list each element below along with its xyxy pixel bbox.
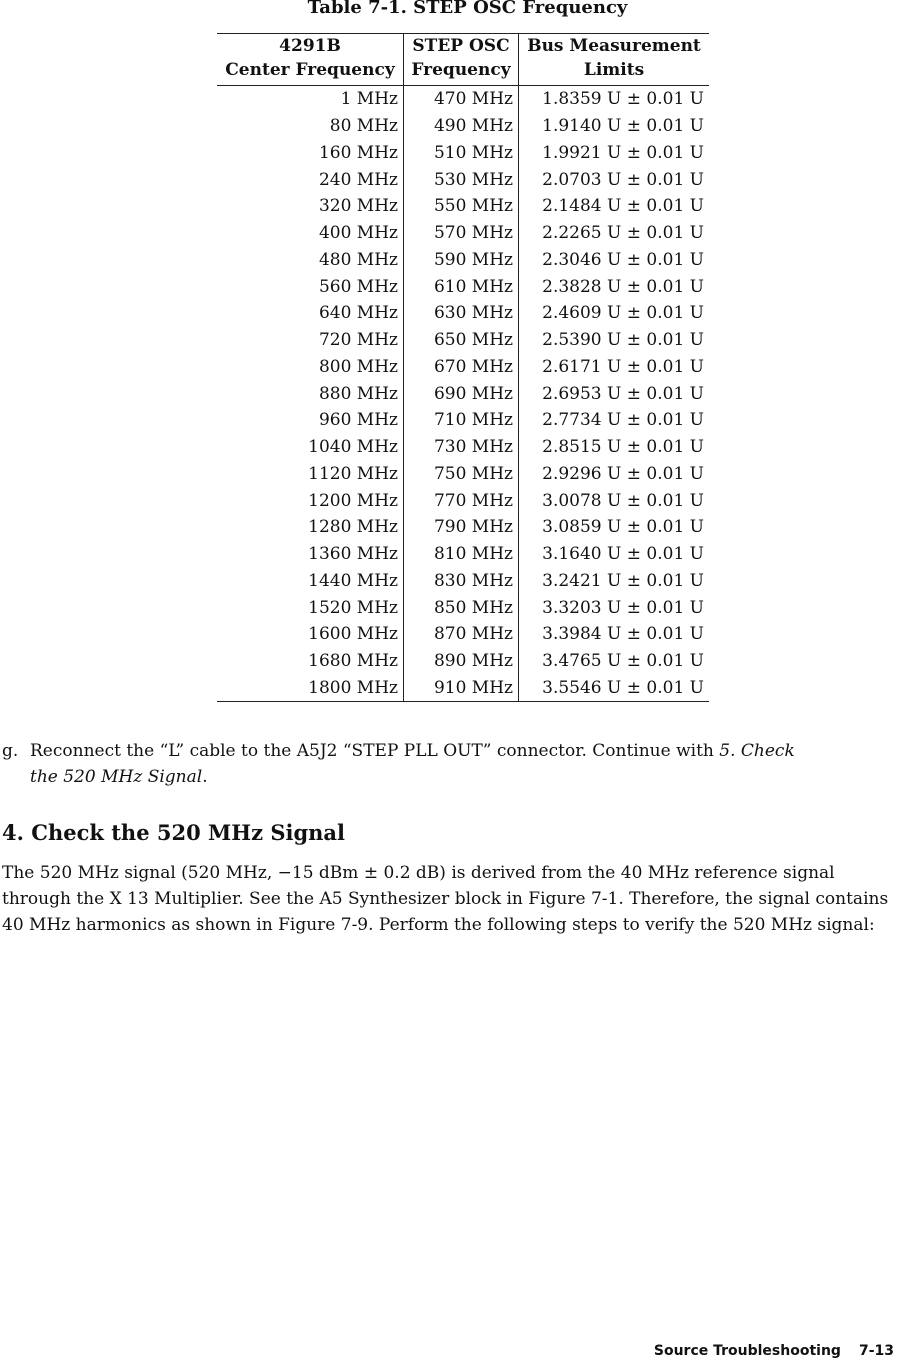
bus-limit-cell: 2.0703 U ± 0.01 U bbox=[542, 169, 704, 190]
center-frequency-cell: 1200 MHz bbox=[217, 487, 404, 514]
bus-limit-cell: 3.4765 U ± 0.01 U bbox=[542, 651, 704, 672]
step-osc-frequency-cell: 630 MHz bbox=[404, 300, 519, 327]
table-row bbox=[217, 193, 709, 220]
step-reference-part2: the 520 MHz Signal bbox=[30, 767, 203, 787]
header-line: Bus Measurement bbox=[527, 36, 701, 56]
center-frequency-cell: 1360 MHz bbox=[217, 541, 404, 568]
step-osc-frequency-cell: 710 MHz bbox=[404, 407, 519, 434]
header-line: Limits bbox=[583, 60, 645, 80]
center-frequency-cell: 400 MHz bbox=[217, 220, 404, 247]
header-line: 4291B bbox=[279, 36, 341, 56]
header-line: Frequency bbox=[411, 60, 511, 80]
header-bus-measurement-limits bbox=[519, 34, 710, 86]
step-osc-frequency-cell: 790 MHz bbox=[404, 514, 519, 541]
table-row bbox=[217, 675, 709, 702]
table-row bbox=[217, 407, 709, 434]
center-frequency-cell: 720 MHz bbox=[217, 327, 404, 354]
bus-limit-cell: 3.0859 U ± 0.01 U bbox=[542, 517, 704, 538]
center-frequency-cell: 880 MHz bbox=[217, 380, 404, 407]
table-title: Table 7-1. STEP OSC Frequency bbox=[307, 0, 628, 18]
bus-limit-cell: 3.1640 U ± 0.01 U bbox=[542, 544, 704, 565]
table-row bbox=[217, 140, 709, 167]
bus-limit-cell: 1.9921 U ± 0.01 U bbox=[542, 142, 704, 163]
step-reference-part1: 5. Check bbox=[719, 741, 795, 761]
step-osc-frequency-cell: 830 MHz bbox=[404, 568, 519, 595]
step-osc-frequency-cell: 730 MHz bbox=[404, 434, 519, 461]
step-osc-frequency-cell: 670 MHz bbox=[404, 354, 519, 381]
step-marker: g. bbox=[2, 741, 19, 761]
table-row bbox=[217, 541, 709, 568]
table-row bbox=[217, 514, 709, 541]
table-row bbox=[217, 594, 709, 621]
table-row bbox=[217, 86, 709, 113]
bus-limit-cell: 2.3046 U ± 0.01 U bbox=[542, 249, 704, 270]
bus-limit-cell: 2.8515 U ± 0.01 U bbox=[542, 437, 704, 458]
section-heading: 4. Check the 520 MHz Signal bbox=[2, 820, 346, 845]
bus-limit-cell: 2.5390 U ± 0.01 U bbox=[542, 330, 704, 351]
table-row bbox=[217, 327, 709, 354]
step-osc-frequency-cell: 590 MHz bbox=[404, 247, 519, 274]
center-frequency-cell: 1120 MHz bbox=[217, 461, 404, 488]
bus-limit-cell: 1.8359 U ± 0.01 U bbox=[542, 89, 704, 110]
center-frequency-cell: 480 MHz bbox=[217, 247, 404, 274]
table-row bbox=[217, 113, 709, 140]
center-frequency-cell: 1040 MHz bbox=[217, 434, 404, 461]
table-row bbox=[217, 487, 709, 514]
table-row bbox=[217, 568, 709, 595]
bus-limit-cell: 2.7734 U ± 0.01 U bbox=[542, 410, 704, 431]
bus-limit-cell: 2.4609 U ± 0.01 U bbox=[542, 303, 704, 324]
center-frequency-cell: 80 MHz bbox=[217, 113, 404, 140]
step-osc-frequency-cell: 510 MHz bbox=[404, 140, 519, 167]
step-osc-frequency-cell: 810 MHz bbox=[404, 541, 519, 568]
bus-limit-cell: 2.6171 U ± 0.01 U bbox=[542, 356, 704, 377]
bus-limit-cell: 1.9140 U ± 0.01 U bbox=[542, 116, 704, 137]
bus-limit-cell: 2.6953 U ± 0.01 U bbox=[542, 383, 704, 404]
step-osc-frequency-cell: 750 MHz bbox=[404, 461, 519, 488]
step-osc-frequency-cell: 870 MHz bbox=[404, 621, 519, 648]
table-row bbox=[217, 220, 709, 247]
table-row bbox=[217, 300, 709, 327]
table-row bbox=[217, 354, 709, 381]
header-step-osc-frequency bbox=[404, 34, 519, 86]
step-osc-frequency-cell: 850 MHz bbox=[404, 594, 519, 621]
step-osc-frequency-table bbox=[217, 33, 709, 702]
table-row bbox=[217, 247, 709, 274]
center-frequency-cell: 1520 MHz bbox=[217, 594, 404, 621]
bus-limit-cell: 3.3203 U ± 0.01 U bbox=[542, 597, 704, 618]
step-osc-frequency-cell: 770 MHz bbox=[404, 487, 519, 514]
center-frequency-cell: 1600 MHz bbox=[217, 621, 404, 648]
step-osc-frequency-cell: 910 MHz bbox=[404, 675, 519, 702]
center-frequency-cell: 320 MHz bbox=[217, 193, 404, 220]
center-frequency-cell: 160 MHz bbox=[217, 140, 404, 167]
table-row bbox=[217, 434, 709, 461]
center-frequency-cell: 1440 MHz bbox=[217, 568, 404, 595]
bus-limit-cell: 3.5546 U ± 0.01 U bbox=[519, 675, 710, 702]
header-center-frequency bbox=[217, 34, 404, 86]
step-osc-frequency-cell: 470 MHz bbox=[404, 86, 519, 113]
step-osc-frequency-cell: 610 MHz bbox=[404, 273, 519, 300]
center-frequency-cell: 800 MHz bbox=[217, 354, 404, 381]
bus-limit-cell: 2.1484 U ± 0.01 U bbox=[542, 196, 704, 217]
bus-limit-cell: 2.3828 U ± 0.01 U bbox=[542, 276, 704, 297]
section-paragraph: The 520 MHz signal (520 MHz, −15 dBm ± 0.2 dB) is derived from the 40 MHz reference signal through the X 13 Multiplier. See the A5 Synthesizer block in Figure 7-1. Therefore, the signal contains 40 MHz harmonics as shown in Figure 7-9. Perform the following steps to verify the 520 MHz signal: bbox=[2, 863, 889, 935]
step-osc-frequency-cell: 890 MHz bbox=[404, 648, 519, 675]
step-osc-frequency-cell: 530 MHz bbox=[404, 166, 519, 193]
center-frequency-cell: 1 MHz bbox=[217, 86, 404, 113]
bus-limit-cell: 3.2421 U ± 0.01 U bbox=[542, 570, 704, 591]
center-frequency-cell: 240 MHz bbox=[217, 166, 404, 193]
center-frequency-cell: 560 MHz bbox=[217, 273, 404, 300]
step-osc-frequency-cell: 570 MHz bbox=[404, 220, 519, 247]
step-end: . bbox=[202, 767, 208, 787]
center-frequency-cell: 1800 MHz bbox=[217, 675, 404, 702]
header-line: Center Frequency bbox=[225, 60, 395, 80]
bus-limit-cell: 3.0078 U ± 0.01 U bbox=[542, 490, 704, 511]
page-number: 7-13 bbox=[858, 1343, 894, 1359]
center-frequency-cell: 1680 MHz bbox=[217, 648, 404, 675]
page-footer bbox=[654, 1343, 894, 1359]
bus-limit-cell: 2.2265 U ± 0.01 U bbox=[542, 223, 704, 244]
footer-section: Source Troubleshooting bbox=[653, 1343, 841, 1359]
step-osc-frequency-cell: 690 MHz bbox=[404, 380, 519, 407]
table-row bbox=[217, 273, 709, 300]
step-osc-frequency-cell: 550 MHz bbox=[404, 193, 519, 220]
center-frequency-cell: 640 MHz bbox=[217, 300, 404, 327]
table-row bbox=[217, 621, 709, 648]
center-frequency-cell: 1280 MHz bbox=[217, 514, 404, 541]
table-row bbox=[217, 380, 709, 407]
header-line: STEP OSC bbox=[412, 36, 510, 56]
step-g bbox=[2, 738, 892, 790]
bus-limit-cell: 3.3984 U ± 0.01 U bbox=[542, 624, 704, 645]
step-osc-frequency-cell: 490 MHz bbox=[404, 113, 519, 140]
center-frequency-cell: 960 MHz bbox=[217, 407, 404, 434]
table-row bbox=[217, 461, 709, 488]
table-row bbox=[217, 166, 709, 193]
table-row bbox=[217, 648, 709, 675]
bus-limit-cell: 2.9296 U ± 0.01 U bbox=[542, 463, 704, 484]
step-osc-frequency-cell: 650 MHz bbox=[404, 327, 519, 354]
step-text: Reconnect the “L” cable to the A5J2 “STEP PLL OUT” connector. Continue with bbox=[30, 741, 714, 761]
